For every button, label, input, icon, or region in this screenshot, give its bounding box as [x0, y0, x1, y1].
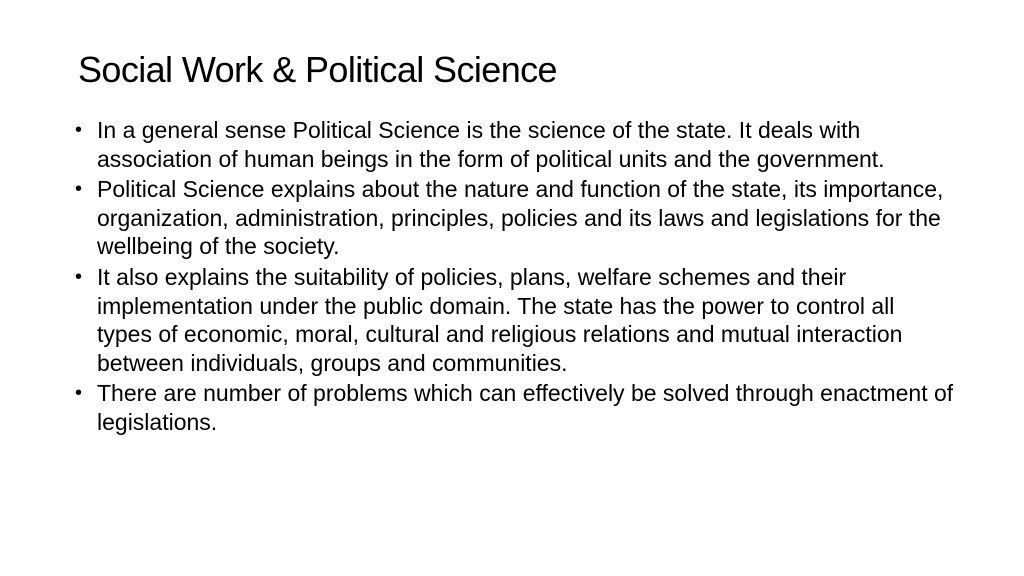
- bullet-item: [75, 263, 955, 377]
- bullet-text: There are number of problems which can effectively be solved through enactment of legislations.: [97, 380, 954, 435]
- bullet-point-icon: •: [75, 178, 83, 201]
- slide-title: Social Work & Political Science: [78, 49, 557, 90]
- bullet-item: [75, 175, 955, 261]
- bullet-point-icon: •: [75, 265, 83, 288]
- bullet-item: [75, 379, 955, 436]
- bullet-item: [75, 116, 955, 173]
- bullet-point-icon: •: [75, 119, 83, 141]
- bullet-point-icon: •: [75, 382, 83, 405]
- bullet-text: Political Science explains about the nature and function of the state, its importance, organization, administration, principles, policies and its laws and legislations for the wellbeing of the society.: [97, 176, 944, 260]
- bullet-text: In a general sense Political Science is the science of the state. It deals with association of human beings in the form of political units and the government.: [97, 117, 885, 172]
- bullet-text: It also explains the suitability of policies, plans, welfare schemes and their implementation under the public domain. The state has the power to control all types of economic, moral, cultural and religious relations and mutual interaction between individuals, groups and communities.: [97, 263, 903, 376]
- bullet-list: [75, 116, 955, 439]
